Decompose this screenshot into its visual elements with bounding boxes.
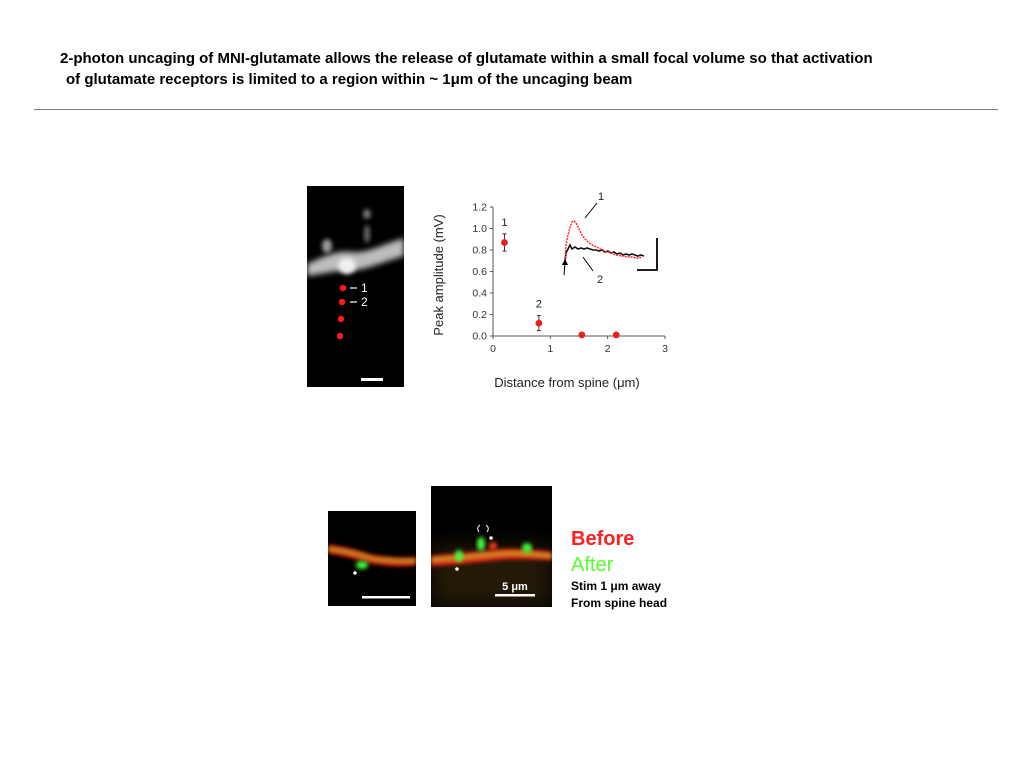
y-axis-label: Peak amplitude (mV) (431, 214, 446, 336)
title-divider (34, 109, 998, 110)
overlay-large-svg (431, 486, 552, 607)
data-point-2 (578, 332, 585, 339)
spine-after-3 (522, 543, 532, 553)
overlay-legend (571, 526, 667, 612)
y-tick-label-0: 0.0 (472, 330, 487, 343)
dendrite-before (328, 545, 416, 566)
spine-upper-left (322, 239, 332, 253)
x-tick-label-2: 2 (604, 343, 611, 355)
dendrite-shaft (307, 238, 404, 276)
chart-svg (425, 183, 675, 395)
spine-bracket-left (478, 525, 480, 532)
overlay-small-scale-bar (362, 596, 410, 599)
y-tick-label-4: 0.8 (472, 244, 487, 257)
uncaging-spot-1 (340, 285, 346, 291)
legend-note-line-1: Stim 1 μm away (571, 579, 662, 593)
stim-spot (353, 571, 357, 575)
trace-1-label: 1 (598, 191, 605, 203)
title-line-1: 2-photon uncaging of MNI-glutamate allows the release of glutamate within a small focal volume so that activation (60, 50, 873, 67)
trace-2-black (565, 245, 644, 261)
trace-1-leader (585, 203, 597, 218)
x-tick-label-0: 0 (490, 343, 496, 355)
overlay-scale-label: 5 μm (502, 581, 528, 593)
chart-axes (493, 207, 665, 336)
spine-after-2 (455, 550, 463, 562)
y-tick-label-1: 0.2 (472, 309, 487, 321)
trace-2-label: 2 (597, 274, 604, 286)
trace-2-leader (583, 257, 593, 271)
spine-head (338, 258, 356, 274)
spot-1-label: 1 (361, 281, 368, 295)
data-point-0 (501, 239, 508, 246)
spine-neck (364, 225, 370, 243)
y-tick-label-3: 0.6 (472, 266, 487, 278)
legend-note-line-2: From spine head (571, 596, 668, 610)
uncaging-spot-2 (339, 299, 345, 305)
spine-after (356, 561, 368, 569)
data-point-label-0: 1 (501, 216, 508, 229)
x-axis-label: Distance from spine (μm) (494, 375, 640, 390)
data-point-label-1: 2 (535, 298, 542, 311)
overlay-small-svg (328, 511, 416, 606)
slide-title (60, 48, 1010, 90)
overlay-image-small (328, 511, 416, 606)
overlay-large-scale-bar (495, 594, 535, 597)
stim-spot-1 (489, 536, 493, 540)
x-tick-label-1: 1 (547, 343, 554, 355)
amplitude-chart (425, 183, 675, 400)
dendrite-micrograph (307, 186, 404, 387)
y-tick-label-2: 0.4 (472, 287, 487, 300)
legend-before: Before (571, 528, 635, 550)
micrograph-scale-bar (361, 378, 383, 381)
data-point-1 (535, 320, 542, 327)
spine-bracket-right (486, 525, 488, 532)
x-tick-label-3: 3 (662, 343, 668, 355)
title-line-2: of glutamate receptors is limited to a region within ~ 1μm of the uncaging beam (66, 71, 633, 88)
stim-spot-2 (455, 567, 459, 571)
spine-before-1 (489, 542, 497, 550)
stim-arrow-head (562, 259, 568, 265)
spot-2-label: 2 (361, 295, 368, 309)
spine-upper (363, 209, 371, 219)
inset-scale-bar (637, 238, 657, 270)
micrograph-image (307, 186, 404, 387)
inset-traces (562, 191, 657, 286)
spine-after-1 (477, 537, 485, 551)
legend-after: After (571, 554, 614, 576)
uncaging-spot-3 (338, 316, 344, 322)
data-point-3 (613, 332, 620, 339)
uncaging-spot-4 (337, 333, 343, 339)
y-tick-label-5: 1.0 (472, 223, 487, 235)
overlay-image-large (431, 486, 552, 607)
y-tick-label-6: 1.2 (472, 201, 487, 214)
